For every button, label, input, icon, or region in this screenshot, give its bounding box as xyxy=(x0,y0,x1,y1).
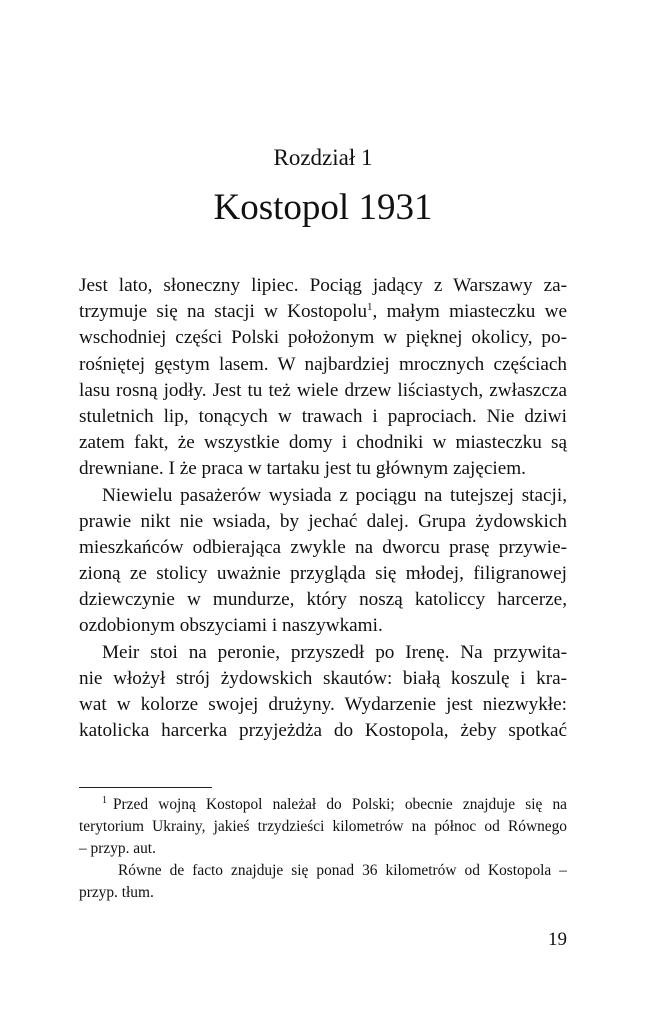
footnote-marker: 1 xyxy=(102,795,107,806)
chapter-title: Kostopol 1931 xyxy=(213,187,433,228)
footnote-line: przyp. tłum. xyxy=(79,884,154,901)
chapter-label: Rozdział 1 xyxy=(273,145,373,170)
footnote-line xyxy=(79,794,567,816)
footnote-line: Równe de facto znajduje się ponad 36 kilometrów od Kostopola – xyxy=(118,862,567,879)
text-fragment: Przed wojną Kostopol należał do Polski; obecnie znajduje się na xyxy=(113,796,567,813)
text-line: nie włożył strój żydowskich skautów: białą koszulę i kra- xyxy=(79,667,567,689)
text-line: zioną ze stolicy uważnie przygląda się młodej, filigranowej xyxy=(79,563,567,585)
text-line: wat w kolorze swojej drużyny. Wydarzenie jest niezwykłe: xyxy=(79,694,567,715)
text-line: Jest lato, słoneczny lipiec. Pociąg jadący z Warszawy za- xyxy=(79,275,567,296)
footnote-reference: 1 xyxy=(367,301,373,314)
text-line: ozdobionym obszyciami i naszywkami. xyxy=(79,615,383,637)
text-line: wschodniej części Polski położonym w pięknej okolicy, po- xyxy=(79,327,567,349)
text-line: prawie nikt nie wsiada, by jechać dalej. Grupa żydowskich xyxy=(79,510,567,532)
text-line: zatem fakt, że wszystkie domy i chodniki w miasteczku są xyxy=(79,432,567,454)
footnote-line: terytorium Ukrainy, jakieś trzydzieści kilometrów na północ od Równego xyxy=(79,818,567,835)
text-line: Niewielu pasażerów wysiada z pociągu na tutejszej stacji, xyxy=(102,484,567,506)
body-text xyxy=(79,273,567,744)
text-line: stuletnich lip, tonących w trawach i paprociach. Nie dziwi xyxy=(79,405,567,427)
footnote-line: – przyp. aut. xyxy=(79,840,156,857)
footnote-divider xyxy=(79,787,212,788)
text-line: lasu rosną jodły. Jest tu też wiele drzew liściastych, zwłaszcza xyxy=(79,379,567,401)
text-line: mieszkańców odbierająca zwykle na dworcu prasę przywie- xyxy=(79,536,567,558)
text-line: dziewczynie w mundurze, który noszą katoliccy harcerze, xyxy=(79,589,567,611)
page-number: 19 xyxy=(548,929,567,950)
text-fragment: trzymuje się na stacji w Kostopolu xyxy=(79,301,368,323)
text-line: drewniane. I że praca w tartaku jest tu głównym zajęciem. xyxy=(79,458,526,480)
text-fragment: , małym miasteczku we xyxy=(372,301,567,323)
text-line: katolicka harcerka przyjeżdża do Kostopola, żeby spotkać xyxy=(79,720,567,742)
footnotes xyxy=(79,794,567,904)
text-line: rośniętej gęstym lasem. W najbardziej mrocznych częściach xyxy=(79,353,567,375)
text-line xyxy=(79,299,567,325)
text-line: Meir stoi na peronie, przyszedł po Irenę. Na przywita- xyxy=(102,641,567,663)
